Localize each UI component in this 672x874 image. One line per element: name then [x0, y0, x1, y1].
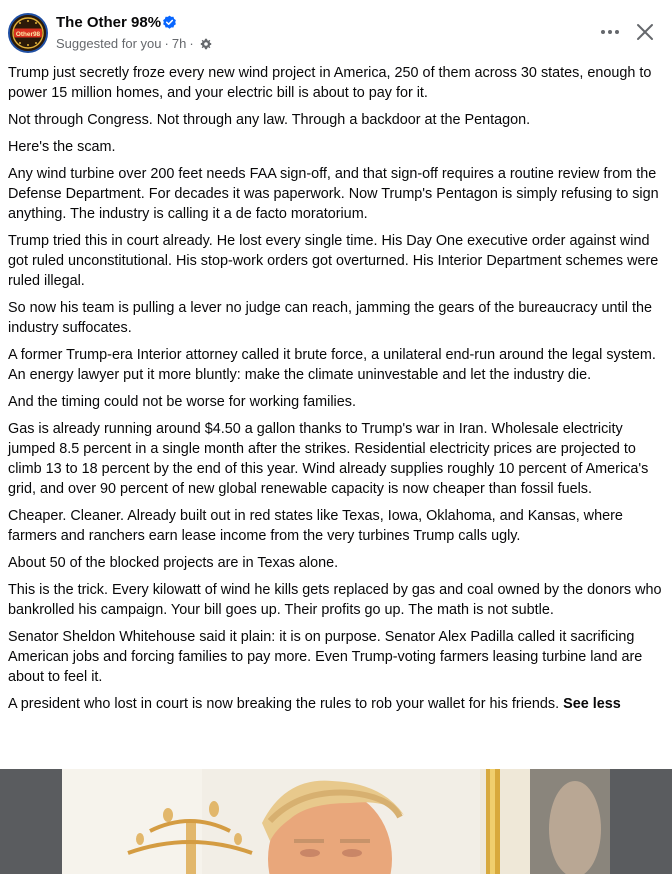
post-paragraph-last — [8, 694, 668, 714]
post-paragraph: Trump just secretly froze every new wind project in America, 250 of them across 30 states, enough to power 15 million homes, and your electric bill is about to pay for it. — [8, 65, 652, 101]
avatar-logo-icon — [10, 15, 46, 51]
see-less-link[interactable]: See less — [563, 696, 621, 712]
post-paragraph: So now his team is pulling a lever no judge can reach, jamming the gears of the bureaucracy until the industry suffocates. — [8, 300, 652, 336]
meta-separator: · — [189, 36, 194, 51]
post-header — [0, 0, 672, 62]
post-paragraph-text: A president who lost in court is now breaking the rules to rob your wallet for his friends. — [8, 696, 560, 712]
avatar-logo-text: Other98 — [15, 30, 41, 38]
more-options-icon — [592, 18, 628, 46]
verified-badge-icon — [162, 15, 177, 30]
post-body — [8, 63, 668, 721]
post-paragraph: Here's the scam. — [8, 139, 116, 155]
post-paragraph: Gas is already running around $4.50 a gallon thanks to Trump's war in Iran. Wholesale electricity jumped 8.5 percent in a single month after the strikes. Residential electricity prices are projected to climb 13 to 18 percent by the end of this year. Wind already supplies roughly 10 percent of America's grid, and over 90 percent of new global renewable capacity is now cheaper than fossil fuels. — [8, 421, 649, 497]
more-options-button[interactable] — [592, 18, 628, 46]
post-paragraph: Not through Congress. Not through any law. Through a backdoor at the Pentagon. — [8, 112, 531, 128]
post-paragraph: This is the trick. Every kilowatt of wind he kills gets replaced by gas and coal owned by the donors who bankrolled his campaign. Your bill goes up. Their profits go up. The math is not subtle. — [8, 582, 662, 618]
post-meta — [56, 36, 212, 51]
post-paragraph: Any wind turbine over 200 feet needs FAA sign-off, and that sign-off requires a routine review from the Defense Department. For decades it was paperwork. Now Trump's Pentagon is simply refusing to sign anything. The industry is calling it a de facto moratorium. — [8, 166, 659, 222]
post-paragraph: And the timing could not be worse for working families. — [8, 394, 356, 410]
suggested-label: Suggested for you — [56, 36, 162, 51]
post-paragraph: About 50 of the blocked projects are in Texas alone. — [8, 555, 339, 571]
close-post-button[interactable] — [628, 16, 662, 48]
post-paragraph: Trump tried this in court already. He lost every single time. His Day One executive order against wind got ruled unconstitutional. His stop-work orders got overturned. His Interior Department schemes were ruled illegal. — [8, 233, 659, 289]
page-name-link[interactable]: The Other 98% — [56, 14, 162, 31]
post-timestamp[interactable]: 7h — [171, 36, 187, 51]
page-avatar[interactable] — [8, 13, 48, 53]
post-image[interactable] — [0, 769, 672, 874]
post-paragraph: Senator Sheldon Whitehouse said it plain: it is on purpose. Senator Alex Padilla called it sacrificing American jobs and forcing families to pay more. Even Trump-voting farmers leasing turbine land are about to feel it. — [8, 629, 643, 685]
close-icon — [628, 16, 662, 48]
post-paragraph: A former Trump-era Interior attorney called it brute force, a unilateral end-run around the legal system. An energy lawyer put it more bluntly: make the climate uninvestable and let the industry die. — [8, 347, 656, 383]
post-photo-illustration — [0, 769, 672, 874]
post-paragraph: Cheaper. Cleaner. Already built out in red states like Texas, Iowa, Oklahoma, and Kansas, where farmers and ranchers earn lease income from the very turbines Trump calls ugly. — [8, 508, 623, 544]
meta-separator: · — [164, 36, 169, 51]
gear-icon[interactable] — [200, 38, 212, 50]
